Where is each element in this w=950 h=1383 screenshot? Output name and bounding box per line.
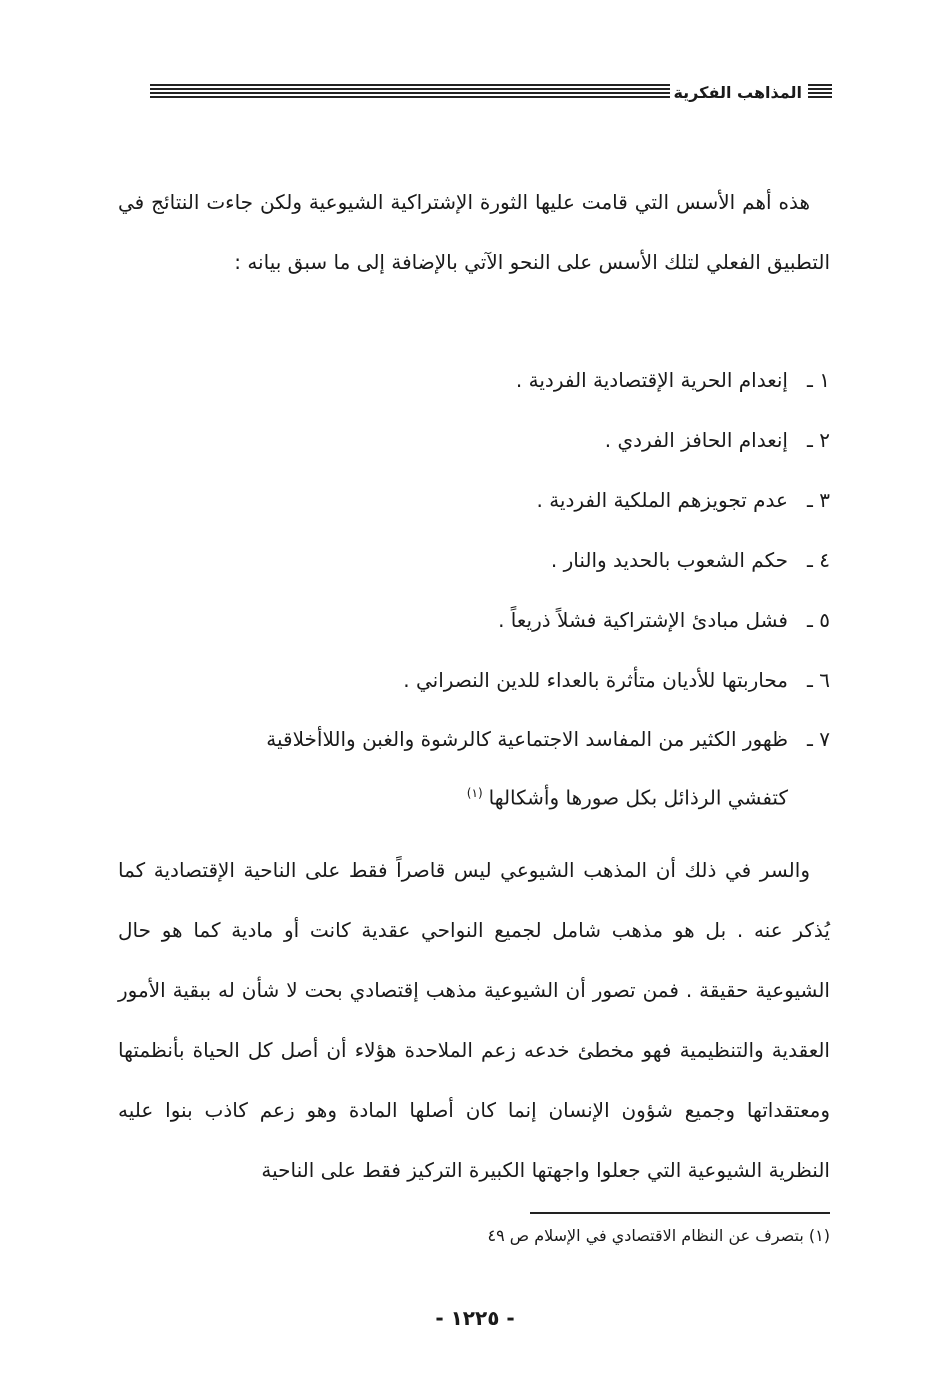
- header-rule-left: [150, 84, 670, 102]
- list-item-text: إنعدام الحافز الفردي .: [604, 428, 788, 452]
- list-item: [118, 350, 830, 410]
- list-item: [118, 470, 830, 530]
- list-item-number: ٧ ـ: [807, 727, 830, 751]
- list-item-text: ظهور الكثير من المفاسد الاجتماعية كالرشوة والغبن واللاأخلاقية: [266, 727, 788, 751]
- list-item: [118, 530, 830, 590]
- list-item: [118, 710, 830, 827]
- list-item: [118, 410, 830, 470]
- footnote: (١) بتصرف عن النظام الاقتصادي في الإسلام ص ٤٩: [487, 1226, 830, 1245]
- list-item-text: عدم تجويزهم الملكية الفردية .: [536, 488, 788, 512]
- page-number: - ١٢٢٥ -: [435, 1306, 515, 1330]
- list-item: [118, 650, 830, 710]
- running-header: [150, 80, 832, 106]
- list-item-number: ٣ ـ: [807, 488, 830, 512]
- list-item: [118, 590, 830, 650]
- list-item-text: محاربتها للأديان متأثرة بالعداء للدين النصراني .: [403, 668, 788, 692]
- list-item-number: ٢ ـ: [807, 428, 830, 452]
- footnote-reference: (١): [466, 786, 483, 800]
- list-item-text: فشل مبادئ الإشتراكية فشلاً ذريعاً .: [498, 608, 788, 632]
- list-item-text-2: كتفشي الرذائل بكل صورها وأشكالها: [488, 785, 788, 810]
- list-item-text: إنعدام الحرية الإقتصادية الفردية .: [515, 368, 788, 392]
- list-item-number: ٥ ـ: [807, 608, 830, 632]
- list-item-text: حكم الشعوب بالحديد والنار .: [550, 548, 788, 572]
- results-list: [118, 350, 830, 827]
- list-item-number: ١ ـ: [807, 368, 830, 392]
- header-rule-right: [808, 84, 832, 102]
- body-paragraph: والسر في ذلك أن المذهب الشيوعي ليس قاصراً فقط على الناحية الإقتصادية كما يُذكر عنه . بل هو مذهب شامل لجميع النواحي عقدية كانت أو مادية كما هو حال الشيوعية حقيقة . فمن تصور أن الشيوعية مذهب إقتصادي بحت لا شأن له ببقية الأمور العقدية والتنظيمية فهو مخطئ خدعه زعم الملاحدة هؤلاء أن أصل كل الحياة بأنظمتها ومعتقداتها وجميع شؤون الإنسان إنما كان أصلها المادة وهو زعم كاذب بنوا عليه النظرية الشيوعية التي جعلوا واجهتها الكبيرة التركيز فقط على الناحية: [118, 858, 830, 1182]
- list-item-continuation: [118, 764, 788, 827]
- list-item-number: ٤ ـ: [807, 548, 830, 572]
- footnote-divider: [530, 1212, 830, 1214]
- header-title: المذاهب الفكرية: [669, 80, 806, 106]
- list-item-number: ٦ ـ: [807, 668, 830, 692]
- intro-paragraph: هذه أهم الأسس التي قامت عليها الثورة الإشتراكية الشيوعية ولكن جاءت النتائج في التطبيق الفعلي لتلك الأسس على النحو الآتي بالإضافة إلى ما سبق بيانه :: [118, 190, 830, 274]
